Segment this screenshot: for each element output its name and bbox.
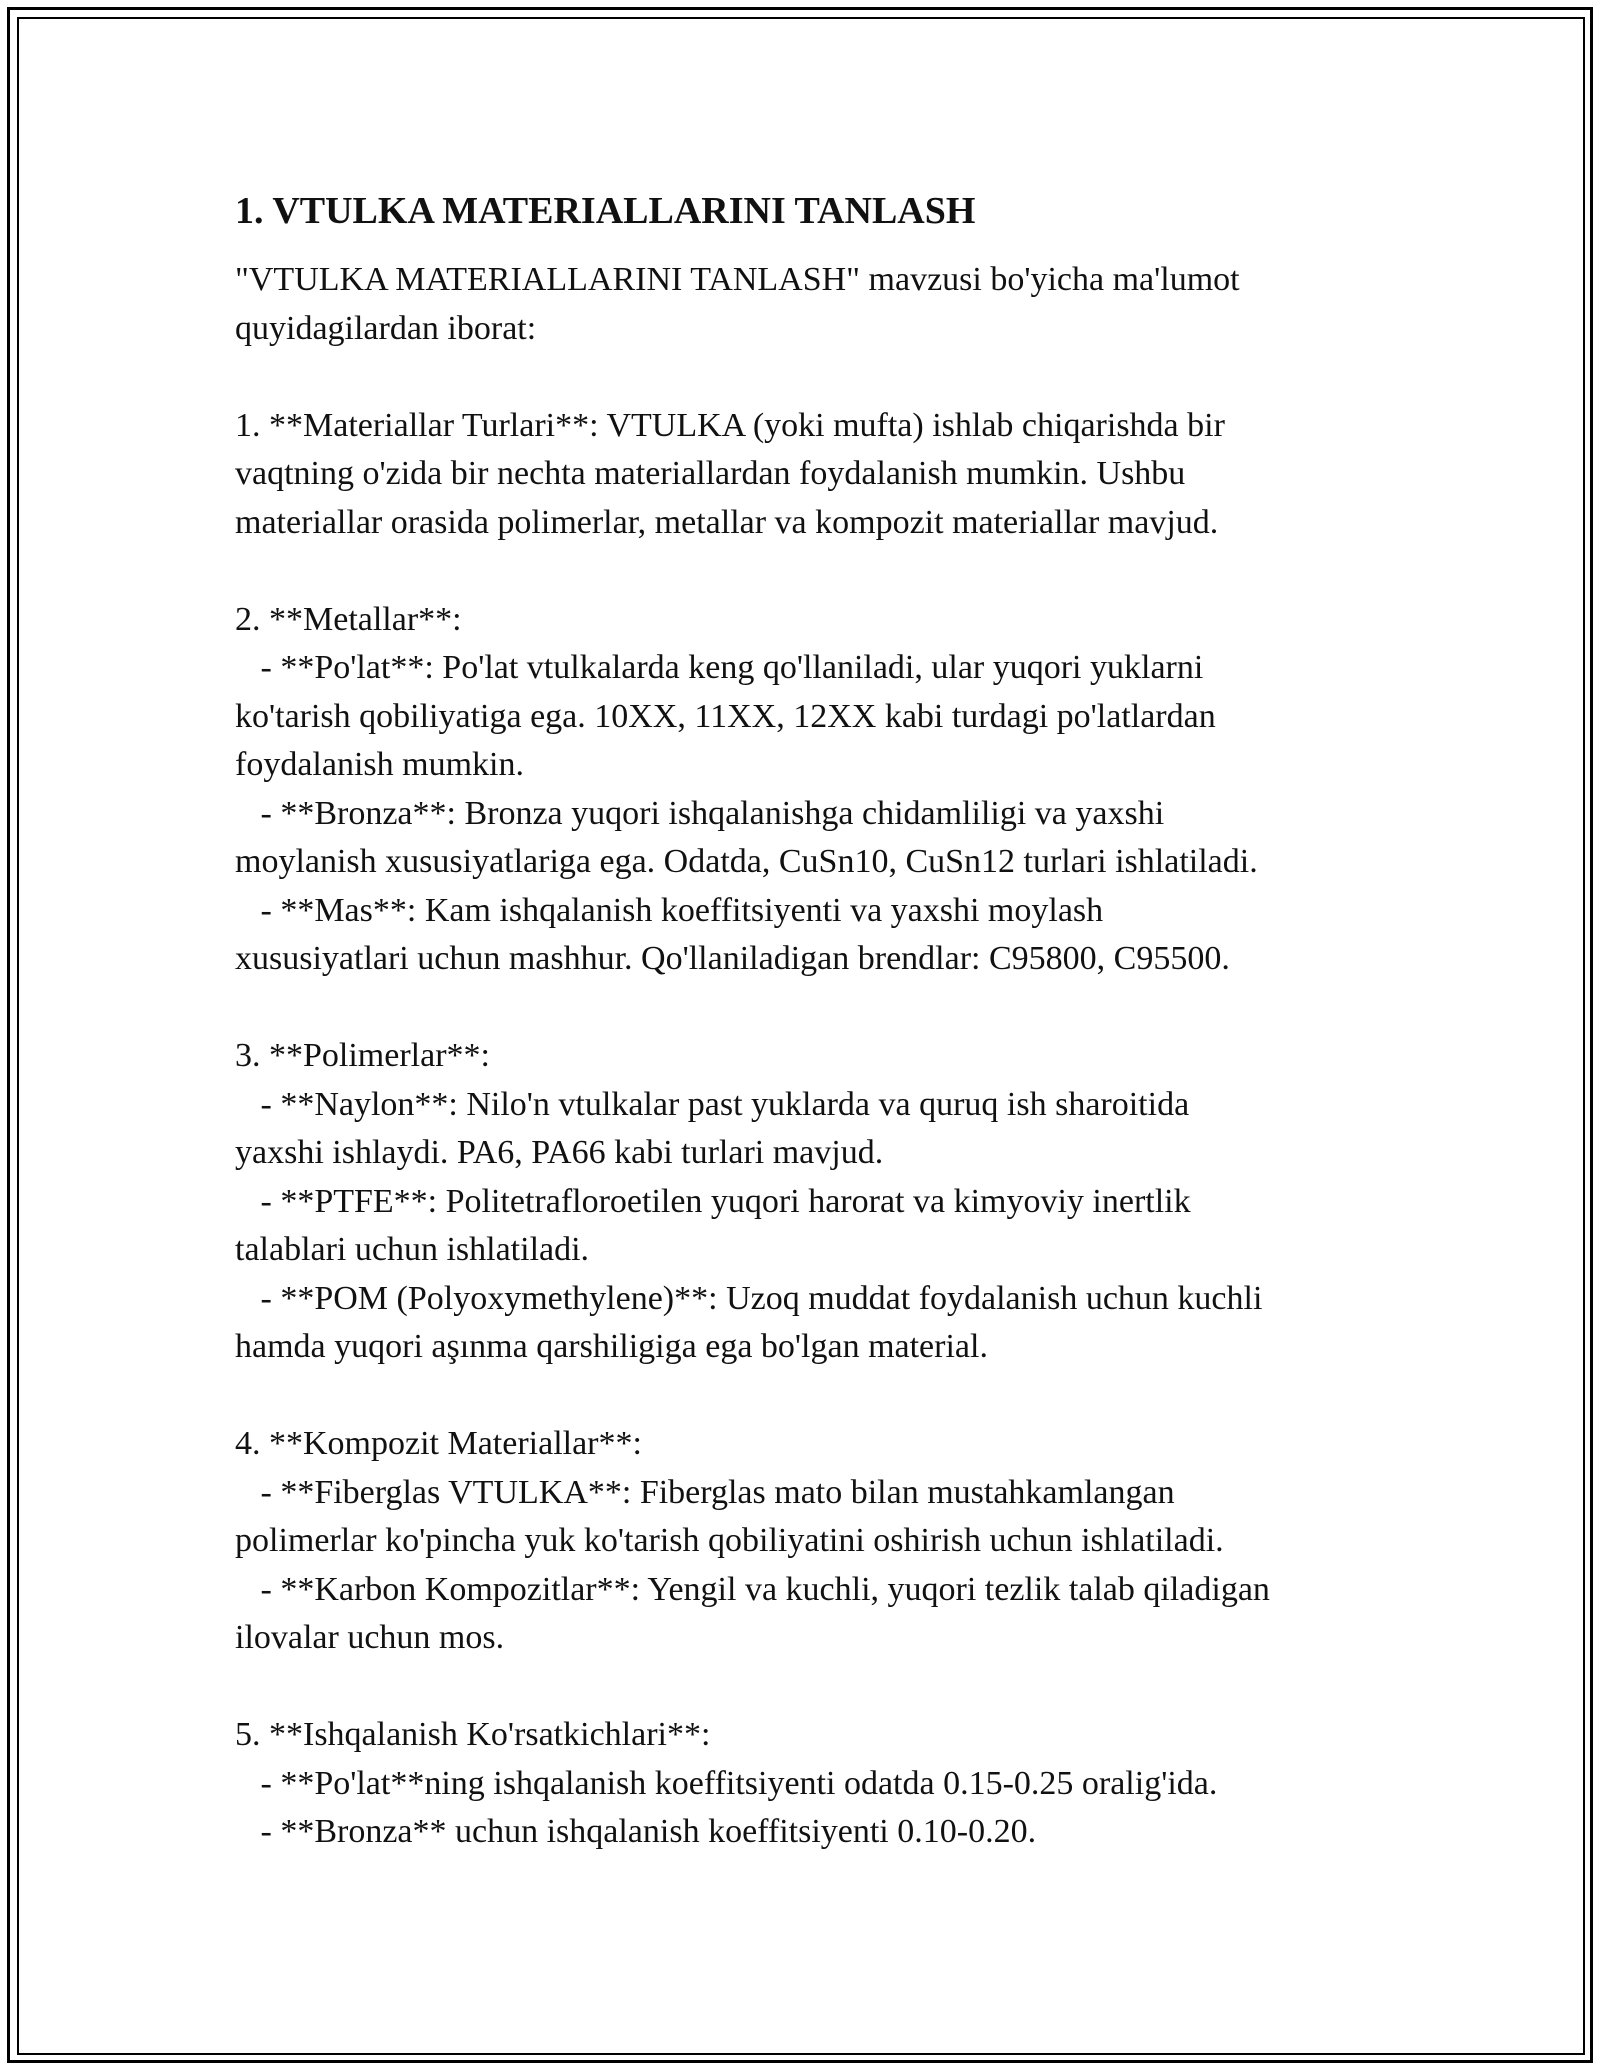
document-body: "VTULKA MATERIALLARINI TANLASH" mavzusi bo'yicha ma'lumot quyidagilardan iborat: 1. **Materiallar Turlari**: VTULKA (yoki mufta) ishlab chiqarishda bir vaqtning o'zida bir nechta materiallardan foydalanish mumkin. Ushbu materiallar orasida polimerlar, metallar va kompozit materiallar mavjud. 2. **Metallar**: - **Po'lat**: Po'lat vtulkalarda keng qo'llaniladi, ular yuqori yuklarni ko'tarish qobiliyatiga ega. 10XX, 11XX, 12XX kabi turdagi po'latlardan foydalanish mumkin. - **Bronza**: Bronza yuqori ishqalanishga chidamliligi va yaxshi moylanish xususiyatlariga ega. Odatda, CuSn10, CuSn12 turlari ishlatiladi. - **Mas**: Kam ishqalanish koeffitsiyenti va yaxshi moylash xususiyatlari uchun mashhur. Qo'llaniladigan brendlar: C95800, C95500. 3. **Polimerlar**: - **Naylon**: Nilo'n vtulkalar past yuklarda va quruq ish sharoitida yaxshi ishlaydi. PA6, PA66 kabi turlari mavjud. - **PTFE**: Politetrafloroetilen yuqori harorat va kimyoviy inertlik talablari uchun ishlatiladi. - **POM (Polyoxymethylene)**: Uzoq muddat foydalanish uchun kuchli hamda yuqori aşınma qarshiligiga ega bo'lgan material. 4. **Kompozit Materiallar**: - **Fiberglas VTULKA**: Fiberglas mato bilan mustahkamlangan polimerlar ko'pincha yuk ko'tarish qobiliyatini oshirish uchun ishlatiladi. - **Karbon Kompozitlar**: Yengil va kuchli, yuqori tezlik talab qiladigan ilovalar uchun mos. 5. **Ishqalanish Ko'rsatkichlari**: - **Po'lat**ning ishqalanish koeffitsiyenti odatda 0.15-0.25 oralig'ida. - **Bronza** uchun ishqalanish koeffitsiyenti 0.10-0.20. [235, 261, 1270, 1850]
document-content [235, 186, 1385, 1857]
document-title: 1. VTULKA MATERIALLARINI TANLASH [235, 190, 976, 232]
